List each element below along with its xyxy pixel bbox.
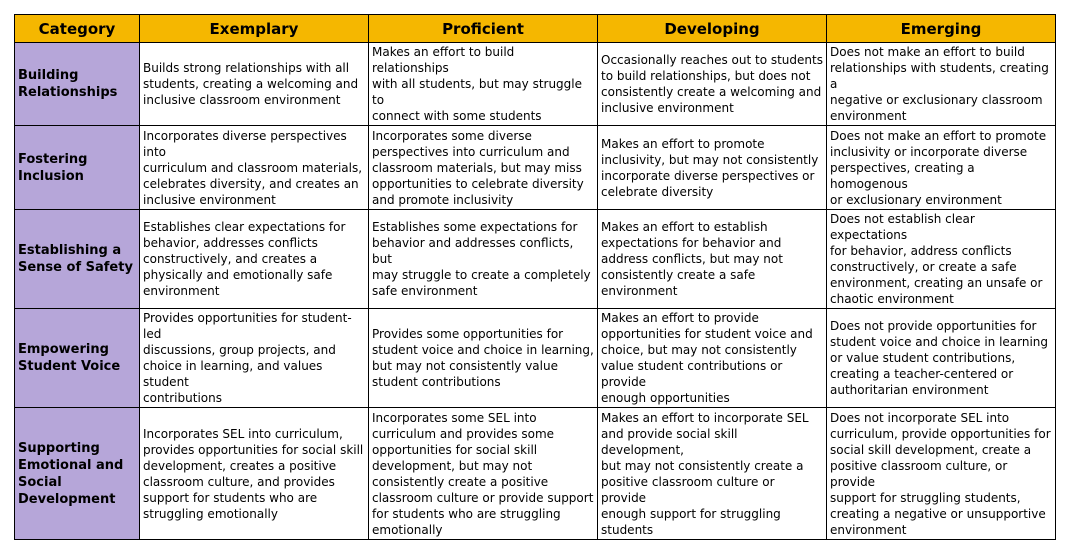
proficient-cell: Provides some opportunities for student voice and choice in learning, but may not consistently value student contributions: [369, 309, 598, 408]
developing-cell: Makes an effort to provide opportunities for student voice and choice, but may not consistently value student contributions or provide enough opportunities: [598, 309, 827, 408]
developing-cell: Makes an effort to incorporate SEL and provide social skill development, but may not consistently create a positive classroom culture or provide enough support for struggling students: [598, 408, 827, 540]
header-category: Category: [15, 15, 140, 43]
exemplary-cell: Provides opportunities for student-led discussions, group projects, and choice in learning, and values student contributions: [140, 309, 369, 408]
emerging-cell: Does not provide opportunities for student voice and choice in learning or value student contributions, creating a teacher-centered or authoritarian environment: [827, 309, 1056, 408]
exemplary-cell: Builds strong relationships with all students, creating a welcoming and inclusive classroom environment: [140, 43, 369, 126]
table-row: [15, 210, 1056, 309]
table-row: [15, 126, 1056, 210]
exemplary-cell: Establishes clear expectations for behavior, addresses conflicts constructively, and creates a physically and emotionally safe environment: [140, 210, 369, 309]
category-cell: Supporting Emotional and Social Development: [15, 408, 140, 540]
emerging-cell: Does not make an effort to promote inclusivity or incorporate diverse perspectives, creating a homogenous or exclusionary environment: [827, 126, 1056, 210]
header-emerging: Emerging: [827, 15, 1056, 43]
proficient-cell: Incorporates some diverse perspectives into curriculum and classroom materials, but may miss opportunities to celebrate diversity and promote inclusivity: [369, 126, 598, 210]
rubric-table: [14, 14, 1056, 540]
proficient-cell: Makes an effort to build relationships with all students, but may struggle to connect with some students: [369, 43, 598, 126]
proficient-cell: Establishes some expectations for behavior and addresses conflicts, but may struggle to create a completely safe environment: [369, 210, 598, 309]
table-row: [15, 309, 1056, 408]
header-developing: Developing: [598, 15, 827, 43]
category-cell: Empowering Student Voice: [15, 309, 140, 408]
table-row: [15, 43, 1056, 126]
emerging-cell: Does not make an effort to build relationships with students, creating a negative or exclusionary classroom environment: [827, 43, 1056, 126]
header-row: [15, 15, 1056, 43]
exemplary-cell: Incorporates SEL into curriculum, provides opportunities for social skill development, creates a positive classroom culture, and provides support for students who are struggling emotionally: [140, 408, 369, 540]
category-cell: Establishing a Sense of Safety: [15, 210, 140, 309]
table-row: [15, 408, 1056, 540]
category-cell: Building Relationships: [15, 43, 140, 126]
header-exemplary: Exemplary: [140, 15, 369, 43]
category-cell: Fostering Inclusion: [15, 126, 140, 210]
header-proficient: Proficient: [369, 15, 598, 43]
proficient-cell: Incorporates some SEL into curriculum and provides some opportunities for social skill development, but may not consistently create a positive classroom culture or provide support for students who are struggling emotionally: [369, 408, 598, 540]
emerging-cell: Does not incorporate SEL into curriculum, provide opportunities for social skill development, create a positive classroom culture, or provide support for struggling students, creating a negative or unsupportive environment: [827, 408, 1056, 540]
developing-cell: Makes an effort to promote inclusivity, but may not consistently incorporate diverse perspectives or celebrate diversity: [598, 126, 827, 210]
developing-cell: Makes an effort to establish expectations for behavior and address conflicts, but may not consistently create a safe environment: [598, 210, 827, 309]
exemplary-cell: Incorporates diverse perspectives into curriculum and classroom materials, celebrates diversity, and creates an inclusive environment: [140, 126, 369, 210]
emerging-cell: Does not establish clear expectations for behavior, address conflicts constructively, or create a safe environment, creating an unsafe or chaotic environment: [827, 210, 1056, 309]
developing-cell: Occasionally reaches out to students to build relationships, but does not consistently create a welcoming and inclusive environment: [598, 43, 827, 126]
